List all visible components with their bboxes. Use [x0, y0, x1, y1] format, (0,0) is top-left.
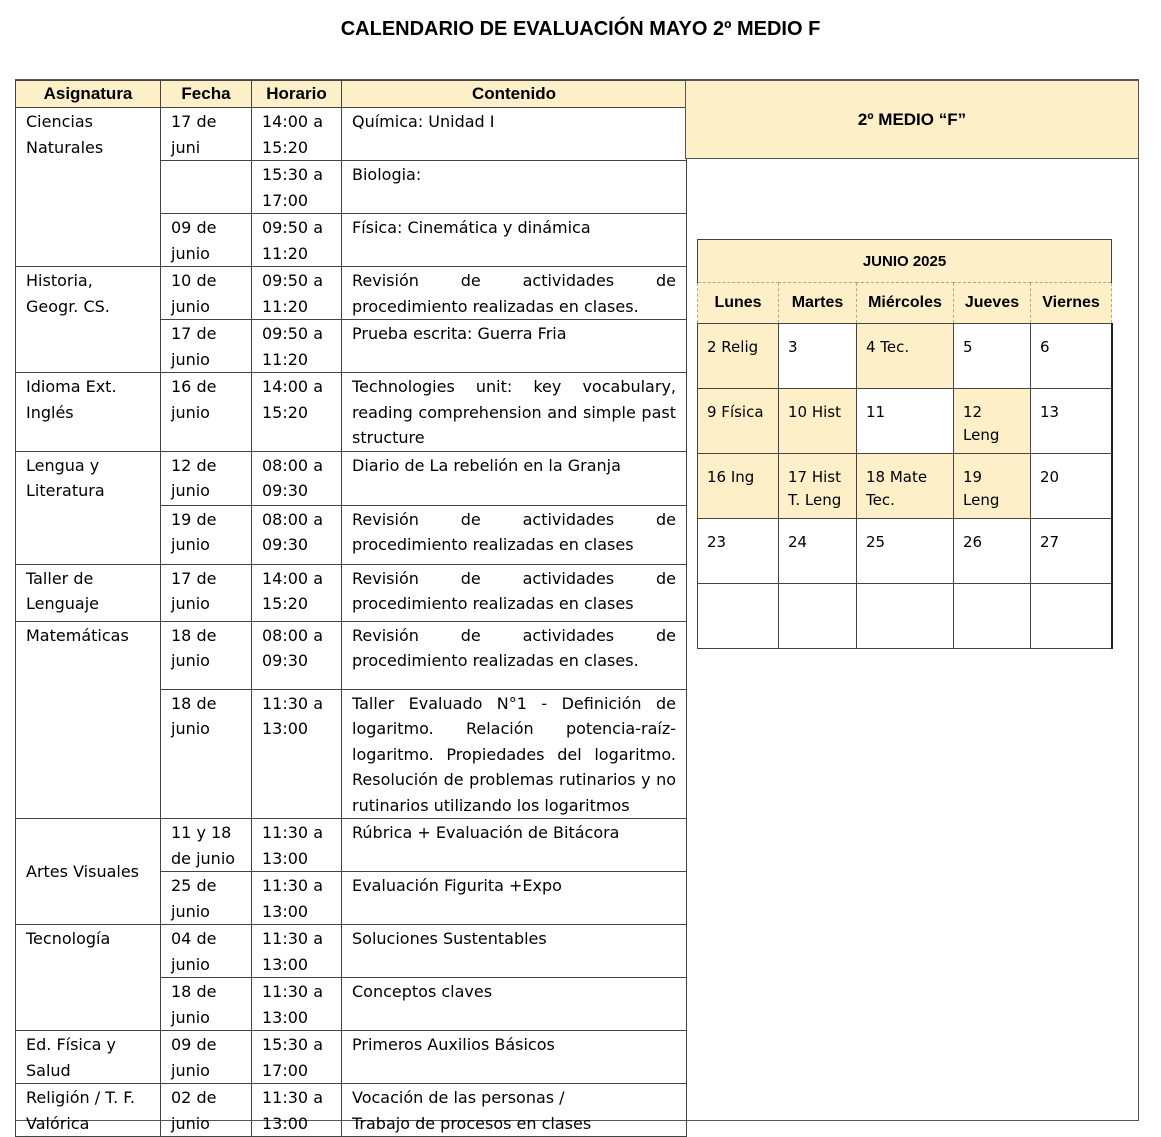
content-cell: Vocación de las personas / Trabajo de procesos en clases [342, 1084, 687, 1137]
time-cell: 11:30 a 13:00 [252, 872, 342, 925]
content-cell: Prueba escrita: Guerra Fria [342, 320, 687, 373]
time-cell: 08:00 a 09:30 [252, 505, 342, 564]
subject-cell: Ciencias Naturales [16, 108, 161, 267]
content-cell: Conceptos claves [342, 978, 687, 1031]
calendar-day-cell: 25 [857, 519, 954, 584]
calendar-day-cell: 20 [1031, 454, 1112, 519]
calendar-week-row [698, 454, 1112, 519]
date-cell: 17 de juni [161, 108, 252, 161]
evaluation-table [15, 80, 687, 1137]
time-cell: 09:50 a 11:20 [252, 214, 342, 267]
content-cell: Física: Cinemática y dinámica [342, 214, 687, 267]
subject-cell: Artes Visuales [16, 819, 161, 925]
calendar-week-row [698, 584, 1112, 649]
date-cell: 04 de junio [161, 925, 252, 978]
table-row [16, 621, 687, 689]
time-cell: 15:30 a 17:00 [252, 1031, 342, 1084]
date-cell: 18 de junio [161, 689, 252, 819]
time-cell: 08:00 a 09:30 [252, 621, 342, 689]
date-cell: 09 de junio [161, 1031, 252, 1084]
time-cell: 11:30 a 13:00 [252, 978, 342, 1031]
content-cell: Diario de La rebelión en la Granja [342, 451, 687, 505]
calendar-day-cell: 4 Tec. [857, 324, 954, 389]
header-horario: Horario [252, 81, 342, 108]
subject-cell: Tecnología [16, 925, 161, 1031]
subject-cell: Religión / T. F. Valórica [16, 1084, 161, 1137]
calendar-day-cell: 5 [954, 324, 1031, 389]
weekday-viernes: Viernes [1031, 283, 1112, 324]
subject-cell: Historia, Geogr. CS. [16, 267, 161, 373]
content-cell: Rúbrica + Evaluación de Bitácora [342, 819, 687, 872]
calendar-day-cell: 18 Mate Tec. [857, 454, 954, 519]
subject-cell: Lengua y Literatura [16, 451, 161, 564]
calendar-week-row [698, 389, 1112, 454]
subject-cell: Matemáticas [16, 621, 161, 819]
calendar-day-cell: 3 [779, 324, 857, 389]
date-cell: 18 de junio [161, 621, 252, 689]
time-cell: 14:00 a 15:20 [252, 373, 342, 452]
table-row [16, 1031, 687, 1084]
table-row [16, 819, 687, 872]
header-fecha: Fecha [161, 81, 252, 108]
calendar-day-cell: 16 Ing [698, 454, 779, 519]
weekday-martes: Martes [779, 283, 857, 324]
calendar-day-cell [1031, 584, 1112, 649]
subject-cell: Idioma Ext. Inglés [16, 373, 161, 452]
time-cell: 11:30 a 13:00 [252, 1084, 342, 1137]
date-cell: 10 de junio [161, 267, 252, 320]
time-cell: 15:30 a 17:00 [252, 161, 342, 214]
calendar-day-cell: 10 Hist [779, 389, 857, 454]
calendar-day-cell [698, 584, 779, 649]
table-header-row [16, 81, 687, 108]
calendar-day-cell: 11 [857, 389, 954, 454]
date-cell: 11 y 18 de junio [161, 819, 252, 872]
table-row [16, 267, 687, 320]
content-cell: Revisión de actividades de procedimiento realizadas en clases [342, 564, 687, 621]
content-cell: Revisión de actividades de procedimiento realizadas en clases [342, 505, 687, 564]
date-cell: 17 de junio [161, 564, 252, 621]
date-cell: 16 de junio [161, 373, 252, 452]
calendar-day-cell: 26 [954, 519, 1031, 584]
content-cell: Taller Evaluado N°1 - Definición de logaritmo. Relación potencia-raíz-logaritmo. Propiedades del logaritmo. Resolución de problemas rutinarios y no rutinarios utilizando los logaritmos [342, 689, 687, 819]
content-cell: Technologies unit: key vocabulary, reading comprehension and simple past structure [342, 373, 687, 452]
content-cell: Revisión de actividades de procedimiento realizadas en clases. [342, 621, 687, 689]
calendar-day-cell: 19 Leng [954, 454, 1031, 519]
date-cell: 19 de junio [161, 505, 252, 564]
time-cell: 09:50 a 11:20 [252, 320, 342, 373]
course-header: 2º MEDIO “F” [685, 80, 1139, 159]
header-asignatura: Asignatura [16, 81, 161, 108]
calendar-day-cell [954, 584, 1031, 649]
calendar-day-cell: 12 Leng [954, 389, 1031, 454]
calendar-weekday-row [698, 283, 1112, 324]
table-row [16, 1084, 687, 1137]
weekday-lunes: Lunes [698, 283, 779, 324]
calendar-day-cell [857, 584, 954, 649]
subject-cell: Taller de Lenguaje [16, 564, 161, 621]
header-contenido: Contenido [342, 81, 687, 108]
time-cell: 09:50 a 11:20 [252, 267, 342, 320]
date-cell: 12 de junio [161, 451, 252, 505]
date-cell: 18 de junio [161, 978, 252, 1031]
time-cell: 11:30 a 13:00 [252, 689, 342, 819]
date-cell: 09 de junio [161, 214, 252, 267]
subject-cell: Ed. Física y Salud [16, 1031, 161, 1084]
calendar-day-cell: 13 [1031, 389, 1112, 454]
calendar-day-cell: 17 Hist T. Leng [779, 454, 857, 519]
table-body [16, 108, 687, 1137]
table-row [16, 108, 687, 161]
calendar-day-cell: 23 [698, 519, 779, 584]
weekday-miercoles: Miércoles [857, 283, 954, 324]
calendar-day-cell: 6 [1031, 324, 1112, 389]
weekday-jueves: Jueves [954, 283, 1031, 324]
time-cell: 14:00 a 15:20 [252, 108, 342, 161]
calendar-week-row [698, 519, 1112, 584]
table-row [16, 925, 687, 978]
time-cell: 14:00 a 15:20 [252, 564, 342, 621]
calendar-day-cell: 24 [779, 519, 857, 584]
time-cell: 08:00 a 09:30 [252, 451, 342, 505]
calendar-month: JUNIO 2025 [698, 240, 1112, 283]
content-cell: Biologia: [342, 161, 687, 214]
content-cell: Soluciones Sustentables [342, 925, 687, 978]
time-cell: 11:30 a 13:00 [252, 819, 342, 872]
content-cell: Química: Unidad I [342, 108, 687, 161]
table-row [16, 451, 687, 505]
content-cell: Primeros Auxilios Básicos [342, 1031, 687, 1084]
june-calendar [697, 239, 1113, 649]
calendar-day-cell: 27 [1031, 519, 1112, 584]
time-cell: 11:30 a 13:00 [252, 925, 342, 978]
calendar-week-row [698, 324, 1112, 389]
date-cell: 17 de junio [161, 320, 252, 373]
calendar-body [698, 324, 1112, 649]
document-title: CALENDARIO DE EVALUACIÓN MAYO 2º MEDIO F [340, 18, 821, 40]
content-cell: Revisión de actividades de procedimiento realizadas en clases. [342, 267, 687, 320]
calendar-day-cell: 2 Relig [698, 324, 779, 389]
date-cell [161, 161, 252, 214]
table-row [16, 564, 687, 621]
date-cell: 25 de junio [161, 872, 252, 925]
date-cell: 02 de junio [161, 1084, 252, 1137]
calendar-day-cell: 9 Física [698, 389, 779, 454]
calendar-day-cell [779, 584, 857, 649]
table-row [16, 373, 687, 452]
content-cell: Evaluación Figurita +Expo [342, 872, 687, 925]
